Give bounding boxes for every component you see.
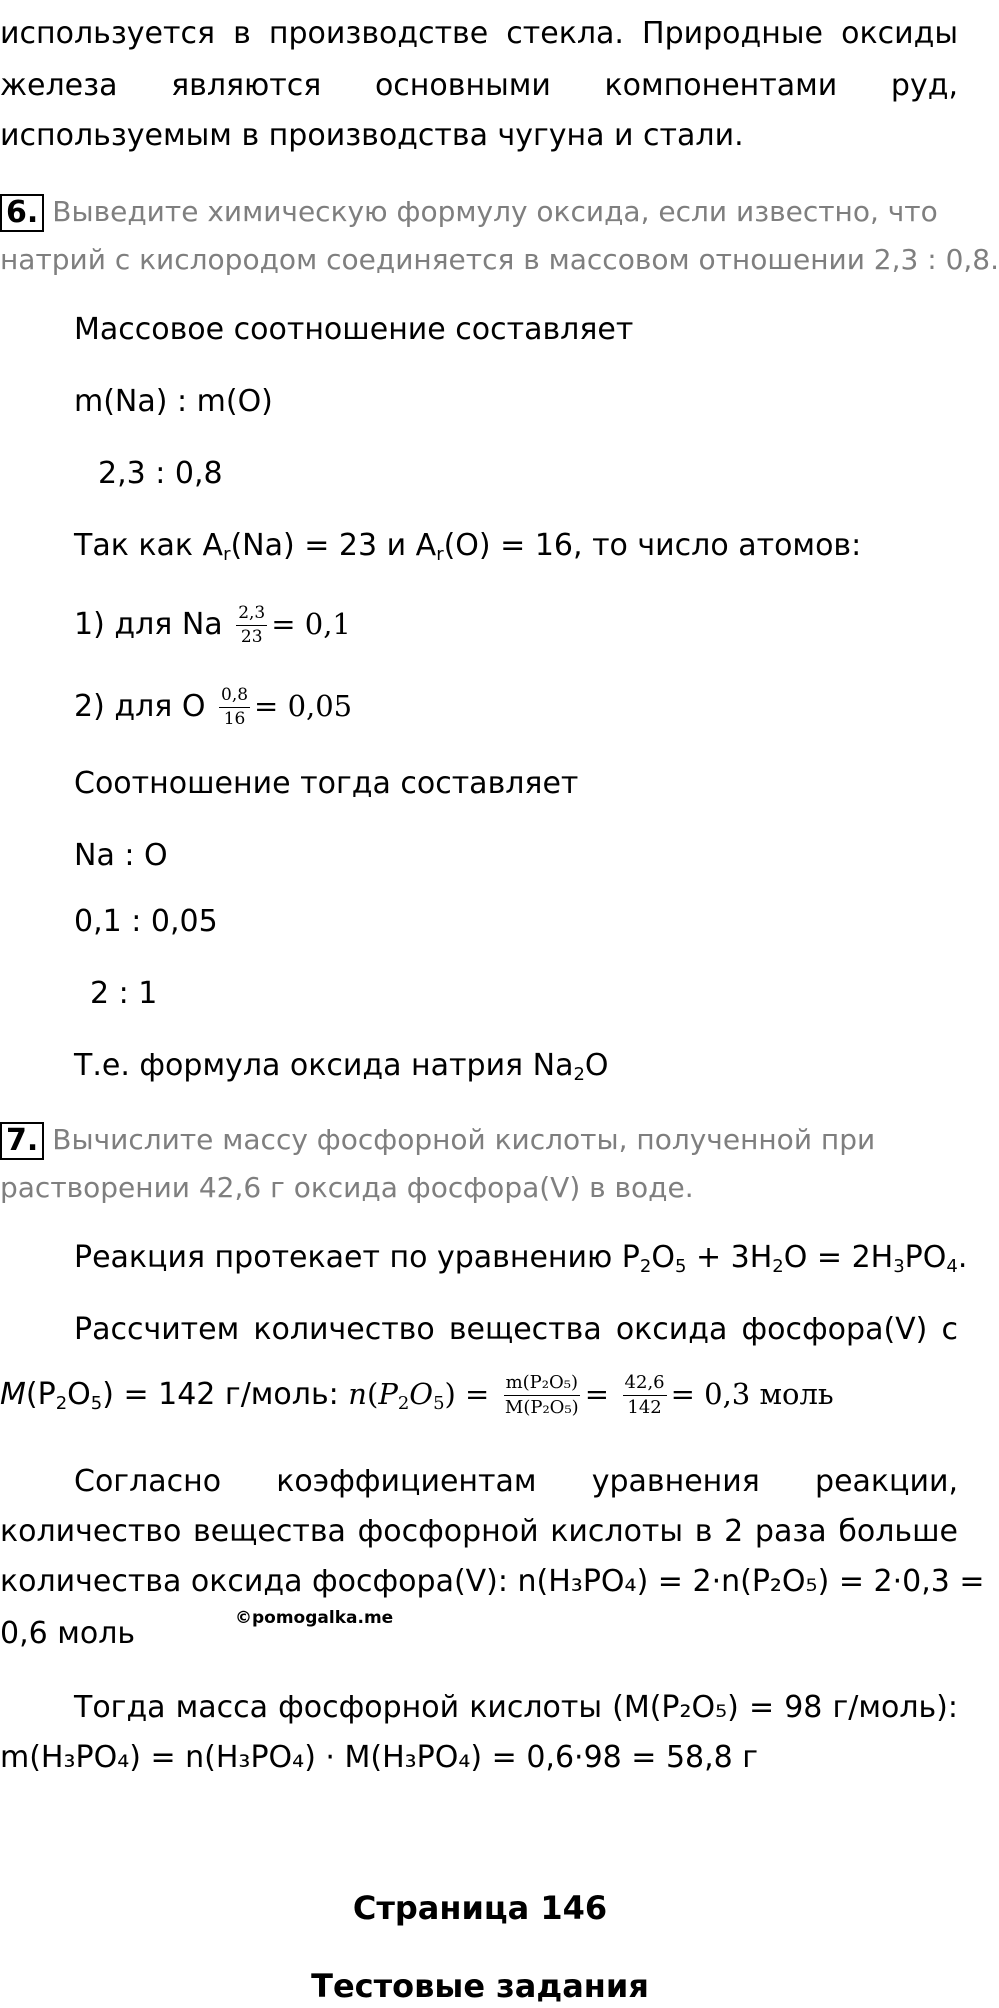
- task6-question-line-1: Выведите химическую формулу оксида, если известно, что: [52, 195, 938, 228]
- task7-coef-line-1: Согласно коэффициентам уравнения реакции,: [74, 1464, 958, 1499]
- task7-calc-line-1: Рассчитем количество вещества оксида фосфора(V) с: [74, 1312, 958, 1347]
- watermark: ©pomogalka.me: [235, 1608, 394, 1628]
- intro-line-1: используется в производстве стекла. Природные оксиды: [0, 16, 958, 51]
- section-heading: Тестовые задания: [311, 1967, 649, 2005]
- task7-coef-line-2: количество вещества фосфорной кислоты в 2 раза больше: [0, 1514, 958, 1549]
- task7-question-line-2: растворении 42,6 г оксида фосфора(V) в воде.: [0, 1171, 694, 1204]
- intro-line-2: железа являются основными компонентами руд,: [0, 68, 958, 103]
- task7-coef-line-3: количества оксида фосфора(V): n(H₃PO₄) = 2·n(P₂O₅) = 2·0,3 =: [0, 1564, 985, 1599]
- task6-formula-line: Т.е. формула оксида натрия $Na_2O$: [74, 1048, 609, 1085]
- task6-ratio-values: 0,1 : 0,05: [74, 904, 218, 939]
- task6-mass-ratio-elements: m(Na) : m(O): [74, 384, 273, 419]
- task7-calc-fraction-1: $\frac{\text{m(P₂O₅)}}{\text{M(P₂O₅)}}$: [504, 1372, 579, 1418]
- task7-question: [0, 1120, 875, 1160]
- task6-step2-fraction: $\frac{0,8}{16}$: [221, 685, 249, 729]
- page-heading: Страница 146: [352, 1889, 608, 1927]
- task7-mass-line-1: Тогда масса фосфорной кислоты (M(P₂O₅) = 98 г/моль):: [74, 1690, 958, 1725]
- task7-calc-fraction-2: $\frac{42,6}{142}$: [624, 1372, 665, 1418]
- task6-ratio-elements: Na : O: [74, 838, 168, 873]
- task6-step-2: 2) для O $\frac{0,8}{16}$ = 0,05: [74, 685, 353, 729]
- task6-ratio-label: Соотношение тогда составляет: [74, 766, 579, 801]
- task6-atomic-mass-line: Так как $A_r(Na) = 23$ и $A_r(O) = 16$, то число атомов:: [74, 528, 862, 565]
- task6-number: 6.: [0, 194, 44, 232]
- task7-mass-line-2: m(H₃PO₄) = n(H₃PO₄) · M(H₃PO₄) = 0,6·98 = 58,8 г: [0, 1740, 759, 1775]
- task7-question-line-1: Вычислите массу фосфорной кислоты, полученной при: [52, 1123, 876, 1156]
- task7-coef-line-4: 0,6 моль: [0, 1616, 136, 1651]
- task6-step1-fraction: $\frac{2,3}{23}$: [238, 603, 266, 647]
- task6-ratio-simple: 2 : 1: [90, 976, 158, 1011]
- intro-line-3: используемым в производства чугуна и стали.: [0, 118, 744, 153]
- task6-mass-ratio-values: 2,3 : 0,8: [98, 456, 223, 491]
- task6-step-1: 1) для Na $\frac{2,3}{23}$ = 0,1: [74, 603, 351, 647]
- task6-question: [0, 192, 938, 232]
- task6-mass-ratio-label: Массовое соотношение составляет: [74, 312, 634, 347]
- task7-number: 7.: [0, 1122, 44, 1160]
- task6-question-line-2: натрий с кислородом соединяется в массовом отношении 2,3 : 0,8.: [0, 243, 999, 276]
- task7-reaction-line: Реакция протекает по уравнению $P_2O_5 + 3H_2O = 2H_3PO_4$.: [74, 1240, 968, 1277]
- task7-calc-line-2: $M(P_2O_5) = 142$ г/моль: $n(P_2O_5)$ = $\frac{\text{m(P₂O₅)}}{\text{M(P₂O₅)}}$ = $\frac{42,6}{142}$ = 0,3 моль: [0, 1372, 834, 1418]
